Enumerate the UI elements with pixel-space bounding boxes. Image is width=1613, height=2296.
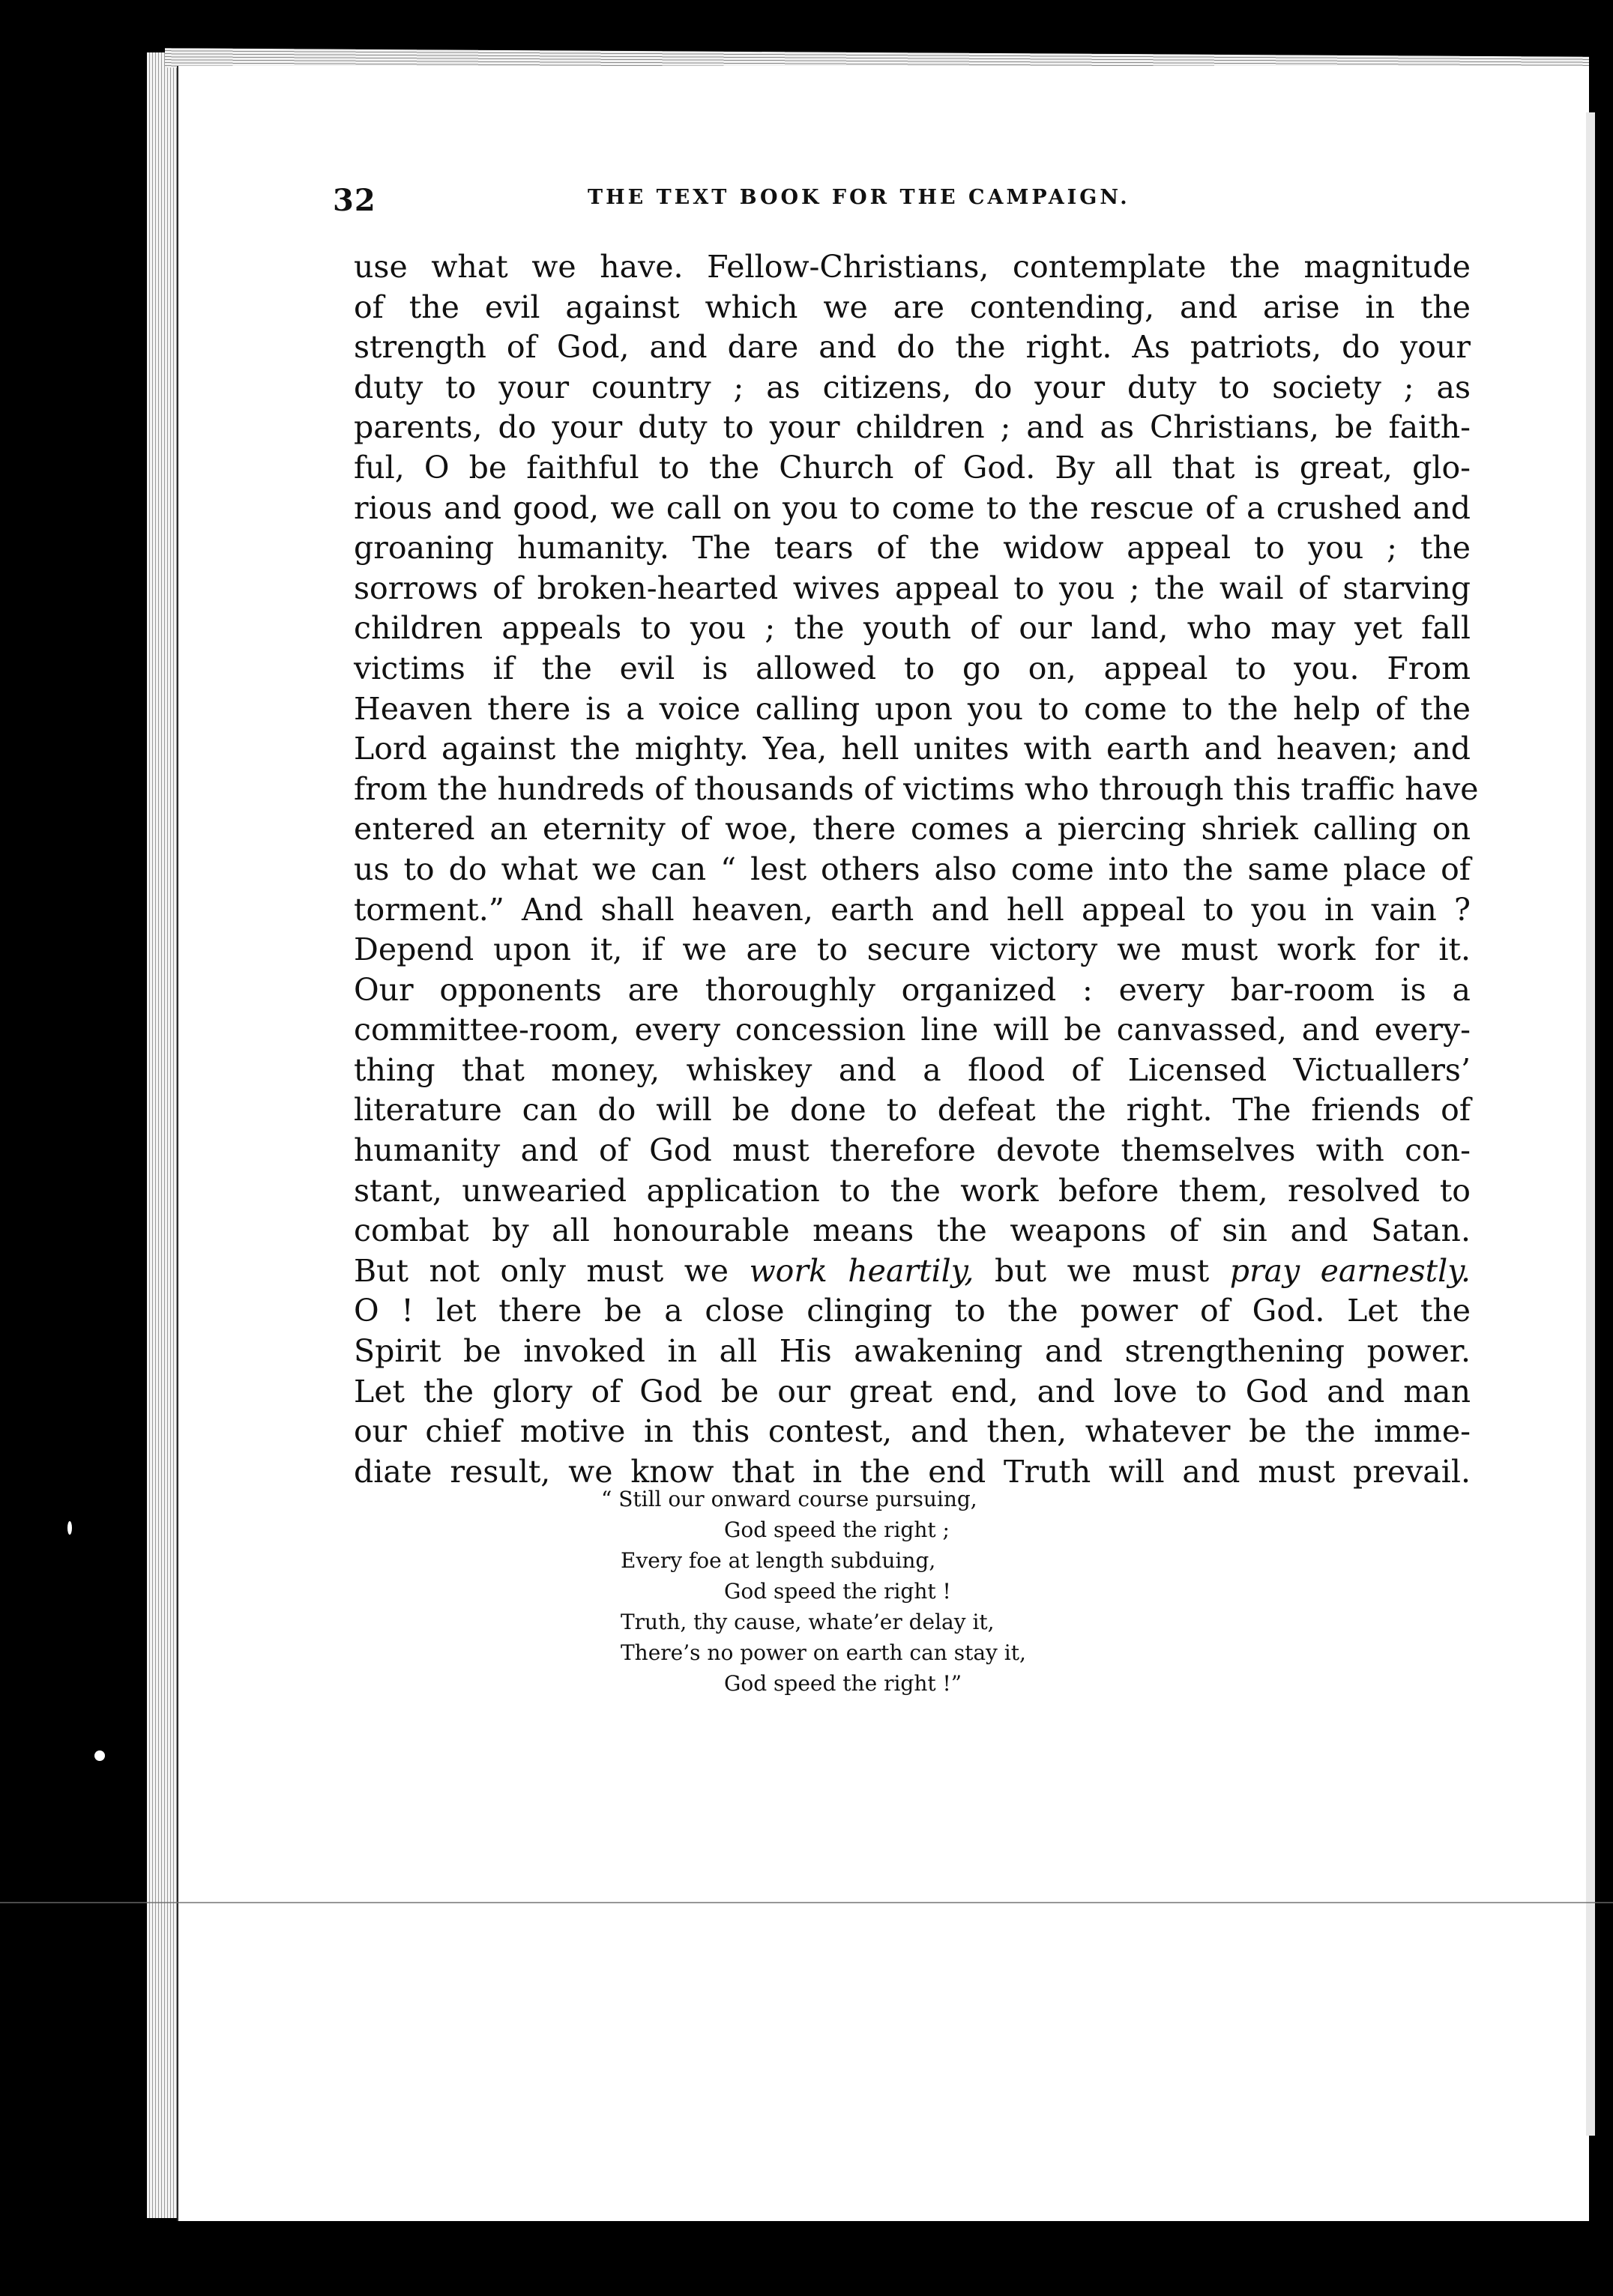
text-line: Spirit be invoked in all His awakening and strengthening power.	[354, 1333, 1471, 1370]
text-line: rious and good, we call on you to come to the rescue of a crushed and	[354, 489, 1471, 526]
body-paragraph	[354, 247, 1479, 1492]
text-line: ful, O be faithful to the Church of God. By all that is great, glo-	[354, 449, 1471, 486]
text-line: parents, do your duty to your children ; and as Christians, be faith-	[354, 409, 1471, 446]
italic-phrase: work heartily,	[749, 1252, 974, 1289]
running-head: THE TEXT BOOK FOR THE CAMPAIGN.	[588, 186, 1130, 209]
text-line: humanity and of God must therefore devote themselves with con-	[354, 1132, 1471, 1169]
text-line: Depend upon it, if we are to secure victory we must work for it.	[354, 931, 1471, 968]
text-line: O ! let there be a close clinging to the power of God. Let the	[354, 1293, 1471, 1329]
scan-speck	[94, 1750, 105, 1761]
verse-line: God speed the right ;	[724, 1517, 950, 1542]
text-line: groaning humanity. The tears of the widow appeal to you ; the	[354, 530, 1471, 567]
text-line: thing that money, whiskey and a flood of Licensed Victuallers’	[354, 1051, 1471, 1088]
page-right-edge	[1586, 112, 1595, 2136]
text-line: of the evil against which we are contending, and arise in the	[354, 288, 1471, 325]
scan-speck	[67, 1521, 72, 1535]
text-line: us to do what we can “ lest others also come into the same place of	[354, 851, 1471, 887]
text-line: stant, unwearied application to the work before them, resolved to	[354, 1172, 1471, 1209]
page-header	[333, 183, 1472, 220]
italic-phrase: pray earnestly.	[1229, 1252, 1471, 1289]
text-run: But not only must we	[354, 1252, 750, 1289]
text-line: combat by all honourable means the weapons of sin and Satan.	[354, 1212, 1471, 1249]
text-line: strength of God, and dare and do the right. As patriots, do your	[354, 329, 1471, 366]
text-line: Lord against the mighty. Yea, hell unites with earth and heaven; and	[354, 731, 1471, 767]
text-line: entered an eternity of woe, there comes a piercing shriek calling on	[354, 811, 1471, 848]
text-line-emphasis	[354, 1251, 1471, 1292]
text-line: Let the glory of God be our great end, and love to God and man	[354, 1373, 1471, 1410]
page-number: 32	[333, 183, 376, 218]
page-stack-edge	[147, 52, 180, 2218]
text-line: sorrows of broken-hearted wives appeal to you ; the wail of starving	[354, 570, 1471, 606]
text-line: children appeals to you ; the youth of our land, who may yet fall	[354, 610, 1471, 647]
text-line: literature can do will be done to defeat the right. The friends of	[354, 1092, 1471, 1129]
text-line: use what we have. Fellow-Christians, contemplate the magnitude	[354, 249, 1471, 285]
text-line: duty to your country ; as citizens, do your duty to society ; as	[354, 369, 1471, 405]
text-line: torment.” And shall heaven, earth and hell appeal to you in vain ?	[354, 891, 1471, 928]
verse-line: Every foe at length subduing,	[621, 1548, 936, 1573]
text-line: our chief motive in this contest, and then, whatever be the imme-	[354, 1413, 1471, 1450]
text-line: Our opponents are thoroughly organized : every bar-room is a	[354, 971, 1471, 1008]
text-line: from the hundreds of thousands of victims who through this traffic have	[354, 770, 1479, 807]
verse-line: Truth, thy cause, whate’er delay it,	[621, 1610, 995, 1634]
text-line: victims if the evil is allowed to go on, appeal to you. From	[354, 650, 1471, 686]
verse-line: “ Still our onward course pursuing,	[601, 1487, 977, 1511]
verse-line: God speed the right !”	[724, 1671, 962, 1696]
text-run: but we must	[974, 1252, 1230, 1289]
text-line: Heaven there is a voice calling upon you to come to the help of the	[354, 690, 1471, 727]
verse-quotation	[598, 1484, 1198, 1699]
scan-line-artifact	[0, 1902, 1613, 1903]
scan-speck	[1567, 555, 1571, 559]
verse-line: God speed the right !	[724, 1579, 951, 1604]
text-line: diate result, we know that in the end Truth will and must prevail.	[354, 1453, 1471, 1490]
verse-line: There’s no power on earth can stay it,	[621, 1640, 1026, 1665]
text-line: committee-room, every concession line will be canvassed, and every-	[354, 1012, 1471, 1048]
